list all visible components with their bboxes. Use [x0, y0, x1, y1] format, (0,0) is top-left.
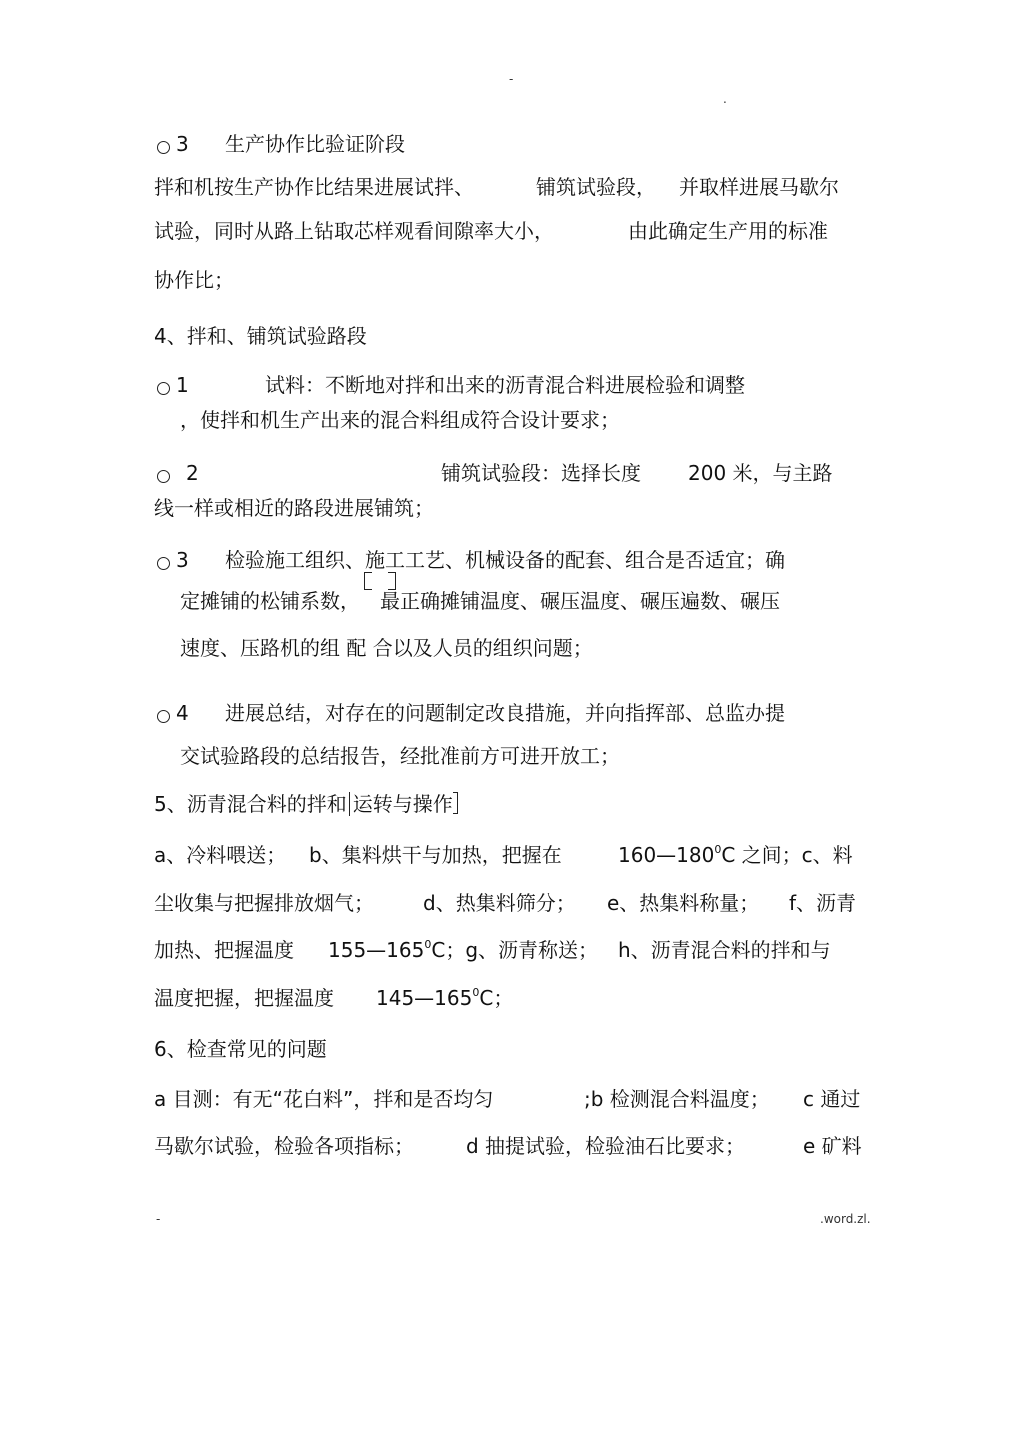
header-mark-left: -	[509, 72, 514, 86]
sec4-item2-num: 2	[157, 461, 199, 485]
sec5-line3b: $155—165^0C$；g、沥青称送；	[328, 938, 599, 962]
sec4-item2-length: 200 米，与主路	[688, 461, 833, 485]
s3-line1c: 并取样进展马歇尔	[679, 175, 839, 199]
s3-line1a: 拌和机按生产协作比结果进展试拌、	[154, 175, 474, 199]
bracket-open-mark	[364, 572, 372, 590]
sec5-line2a: 尘收集与把握排放烟气；	[154, 891, 374, 915]
s3-line3: 协作比；	[154, 268, 234, 292]
sec4-item3-line3: 速度、压路机的组 配 合以及人员的组织问题；	[180, 636, 593, 660]
sec6-line1a: a 目测：有无“花白料”，拌和是否均匀	[154, 1087, 494, 1111]
sec6-line2a: 马歇尔试验，检验各项指标；	[154, 1134, 414, 1158]
sec5-line3a: 加热、把握温度	[154, 938, 294, 962]
s3-line2b: 由此确定生产用的标准	[628, 219, 828, 243]
sec5-line4b: $145—165^0C$；	[376, 986, 514, 1010]
circle-bullet-icon	[157, 710, 170, 723]
sec6-line2b: d 抽提试验，检验油石比要求；	[466, 1134, 746, 1158]
sec5-line1c: $160—180^0C$ 之间；c、料	[618, 843, 853, 867]
bracket-close-mark	[453, 792, 458, 814]
s3-line2a: 试验，同时从路上钻取芯样观看间隙率大小，	[154, 219, 554, 243]
s3-heading: 3	[157, 132, 189, 156]
sec4-item3-text: 检验施工组织、施工工艺、机械设备的配套、组合是否适宜；确	[225, 548, 785, 572]
sec4-item4-text: 进展总结，对存在的问题制定改良措施，并向指挥部、总监办提	[225, 701, 785, 725]
sec4-item4-cont: 交试验路段的总结报告，经批准前方可进开放工；	[180, 744, 620, 768]
sec4-item3-line2b: 最正确摊铺温度、碾压温度、碾压遍数、碾压	[380, 589, 780, 613]
sec5-heading-bracket: 运转与操作	[349, 792, 453, 816]
sec4-item1-num: 1	[157, 373, 189, 397]
sec5-heading: 5、沥青混合料的拌和 运转与操作	[154, 792, 458, 816]
circle-bullet-icon	[157, 141, 170, 154]
sec4-item3-line2a: 定摊铺的松铺系数，	[180, 589, 360, 613]
sec4-item3-num: 3	[157, 548, 189, 572]
sec5-line1a: a、冷料喂送；	[154, 843, 287, 867]
sec6-line1b: ;b 检测混合料温度；	[584, 1087, 770, 1111]
sec6-heading: 6、检查常见的问题	[154, 1037, 327, 1061]
sec5-line2b: d、热集料筛分；	[423, 891, 576, 915]
sec4-item1-cont: ，使拌和机生产出来的混合料组成符合设计要求；	[180, 408, 620, 432]
sec5-line2c: e、热集料称量；	[607, 891, 760, 915]
s3-title: 生产协作比验证阶段	[225, 132, 405, 156]
s3-line1b: 铺筑试验段，	[536, 175, 656, 199]
sec4-item2-text: 铺筑试验段：选择长度	[441, 461, 641, 485]
header-mark-right: .	[723, 92, 727, 106]
footer-left: -	[156, 1212, 161, 1226]
sec5-line2d: f、沥青	[789, 891, 857, 915]
bracket-close-mark	[388, 572, 396, 590]
sec4-item4-num: 4	[157, 701, 189, 725]
sec4-item2-cont: 线一样或相近的路段进展铺筑；	[154, 496, 434, 520]
sec6-line1c: c 通过	[803, 1087, 861, 1111]
sec5-line1b: b、集料烘干与加热，把握在	[309, 843, 562, 867]
sec6-line2c: e 矿料	[803, 1134, 862, 1158]
circle-bullet-icon	[157, 470, 170, 483]
sec5-line4a: 温度把握，把握温度	[154, 986, 334, 1010]
circle-bullet-icon	[157, 382, 170, 395]
circle-bullet-icon	[157, 557, 170, 570]
sec4-item1-text: 试料：不断地对拌和出来的沥青混合料进展检验和调整	[265, 373, 745, 397]
footer-right: .word.zl.	[820, 1212, 871, 1226]
sec5-line3d: h、沥青混合料的拌和与	[618, 938, 831, 962]
sec4-heading: 4、拌和、铺筑试验路段	[154, 324, 367, 348]
